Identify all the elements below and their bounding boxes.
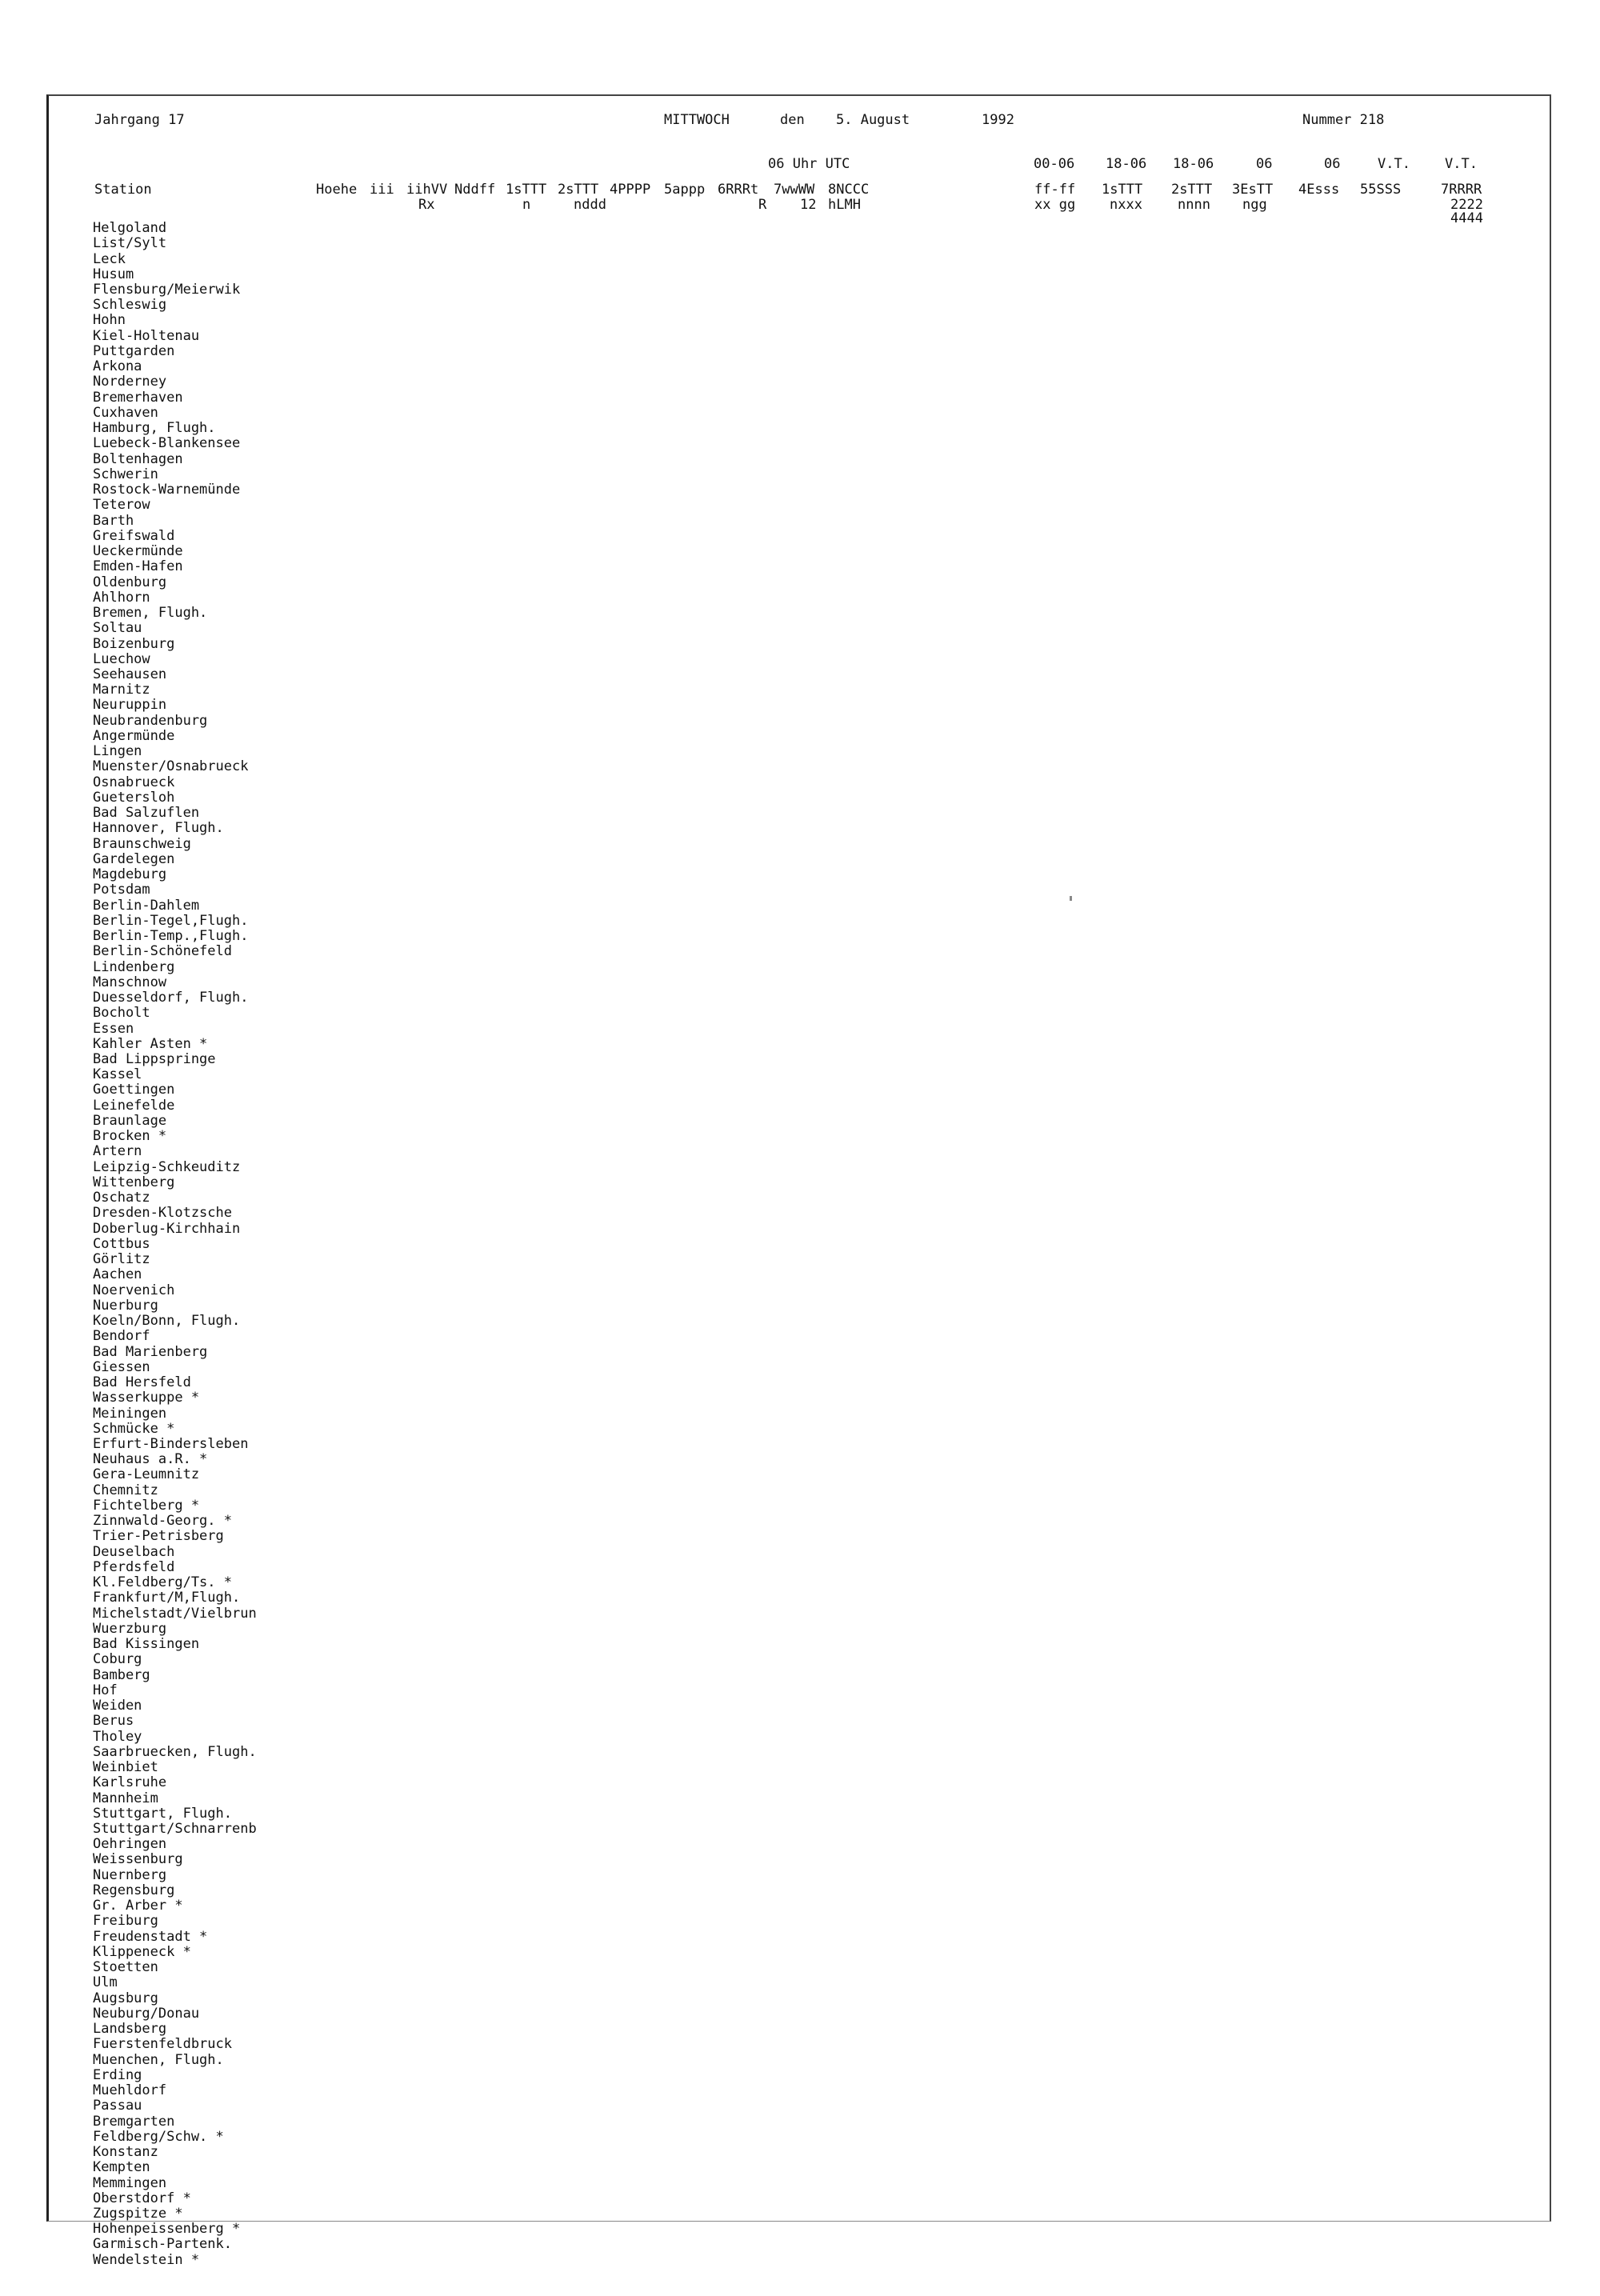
station-name: Arkona — [93, 358, 142, 375]
col-2sttt: 2sTTT — [558, 182, 599, 198]
station-name: Gera-Leumnitz — [93, 1466, 200, 1483]
col-6rrrt: 6RRRt — [718, 182, 759, 198]
sub-r: R — [758, 197, 767, 213]
col-esss: 4Esss — [1298, 182, 1340, 198]
station-name: Greifswald — [93, 527, 175, 544]
station-name: Bad Hersfeld — [93, 1374, 191, 1390]
vt-label-2: V.T. — [1445, 156, 1478, 172]
station-name: Fuerstenfeldbruck — [93, 2036, 232, 2053]
station-name: Bremerhaven — [93, 389, 183, 406]
col-8nccc: 8NCCC — [828, 182, 870, 198]
station-name: Neuhaus a.R. * — [93, 1451, 208, 1468]
station-name: Zinnwald-Georg. * — [93, 1513, 232, 1530]
station-name: Stuttgart, Flugh. — [93, 1805, 232, 1822]
station-name: Doberlug-Kirchhain — [93, 1220, 241, 1237]
station-name: Frankfurt/M,Flugh. — [93, 1590, 241, 1606]
vt-label-1: V.T. — [1378, 156, 1410, 172]
station-name: Ahlhorn — [93, 589, 150, 606]
station-name: Erding — [93, 2066, 142, 2083]
col-iii: iii — [370, 182, 394, 198]
station-name: Muenchen, Flugh. — [93, 2051, 224, 2068]
station-name: Cuxhaven — [93, 404, 158, 421]
col-4pppp: 4PPPP — [610, 182, 651, 198]
station-name: Bendorf — [93, 1328, 150, 1345]
station-name: Bad Kissingen — [93, 1636, 200, 1653]
station-name: Oberstdorf * — [93, 2190, 191, 2206]
station-name: Berlin-Schönefeld — [93, 943, 232, 960]
station-name: Görlitz — [93, 1251, 150, 1268]
station-name: Weissenburg — [93, 1851, 183, 1868]
station-name: Memmingen — [93, 2174, 167, 2191]
sub-4444: 4444 — [1450, 210, 1483, 226]
station-name: Braunlage — [93, 1112, 167, 1129]
station-name: Manschnow — [93, 974, 167, 990]
station-name: Oschatz — [93, 1190, 150, 1206]
station-name: Augsburg — [93, 1990, 158, 2006]
station-name: Wittenberg — [93, 1174, 175, 1190]
time-18-06-a: 18-06 — [1106, 156, 1147, 172]
volume-label: Jahrgang 17 — [94, 112, 185, 128]
station-name: Angermünde — [93, 727, 175, 744]
station-name: Fichtelberg * — [93, 1497, 200, 1514]
station-name: List/Sylt — [93, 235, 167, 252]
station-name: Boizenburg — [93, 635, 175, 652]
station-name: Weinbiet — [93, 1759, 158, 1775]
station-name: Berlin-Dahlem — [93, 897, 200, 914]
station-name: Meiningen — [93, 1405, 167, 1422]
station-name: Hof — [93, 1682, 118, 1698]
station-name: Emden-Hafen — [93, 558, 183, 575]
station-name: Noervenich — [93, 1282, 175, 1298]
time-06-b: 06 — [1324, 156, 1341, 172]
date-label: 5. August — [836, 112, 910, 128]
station-name: Mannheim — [93, 1790, 158, 1806]
station-name: Ulm — [93, 1974, 118, 1991]
station-name: Luechow — [93, 650, 150, 667]
station-name: Marnitz — [93, 682, 150, 698]
time-18-06-b: 18-06 — [1173, 156, 1214, 172]
station-name: Saarbruecken, Flugh. — [93, 1743, 257, 1760]
station-name: Regensburg — [93, 1882, 175, 1898]
station-name: Berus — [93, 1713, 134, 1730]
station-name: Goettingen — [93, 1082, 175, 1098]
station-name: Artern — [93, 1143, 142, 1160]
col-hoehe: Hoehe — [316, 182, 358, 198]
station-name: Deuselbach — [93, 1543, 175, 1560]
station-name: Osnabrueck — [93, 774, 175, 790]
station-name: Freiburg — [93, 1913, 158, 1930]
station-name: Leinefelde — [93, 1097, 175, 1114]
date-prefix: den — [780, 112, 805, 128]
station-name: Neuruppin — [93, 697, 167, 714]
col-ffff: ff-ff — [1034, 182, 1076, 198]
station-name: Bremen, Flugh. — [93, 605, 208, 621]
station-name: Aachen — [93, 1266, 142, 1283]
station-name: Hohn — [93, 312, 126, 329]
station-name: Coburg — [93, 1651, 142, 1668]
col-nddff: Nddff — [454, 182, 496, 198]
sub-ngg: ngg — [1242, 197, 1267, 213]
sub-hlmh: hLMH — [828, 197, 861, 213]
station-name: Cottbus — [93, 1235, 150, 1252]
col-tmin: 1sTTT — [1102, 182, 1143, 198]
station-name: Trier-Petrisberg — [93, 1528, 224, 1545]
station-name: Seehausen — [93, 666, 167, 682]
station-name: Teterow — [93, 497, 150, 514]
station-name: Rostock-Warnemünde — [93, 482, 241, 498]
time-06-utc: 06 Uhr UTC — [768, 156, 850, 172]
station-name: Oldenburg — [93, 574, 167, 590]
station-name: Soltau — [93, 620, 142, 637]
station-name: Puttgarden — [93, 342, 175, 359]
station-name: Nuerburg — [93, 1297, 158, 1314]
station-name: Husum — [93, 266, 134, 282]
station-name: Schwerin — [93, 466, 158, 482]
col-7wwww: 7wwWW — [774, 182, 815, 198]
station-name: Landsberg — [93, 2021, 167, 2038]
col-iihvv: iihVV — [406, 182, 448, 198]
sub-2222: 2222 — [1450, 197, 1483, 213]
station-name: Bamberg — [93, 1666, 150, 1683]
station-name: Lingen — [93, 743, 142, 760]
col-estt: 3EsTT — [1232, 182, 1274, 198]
col-1sttt: 1sTTT — [506, 182, 547, 198]
station-name: Michelstadt/Vielbrun — [93, 1605, 257, 1622]
station-name: Kassel — [93, 1066, 142, 1083]
station-name: Weiden — [93, 1698, 142, 1714]
station-name: Pferdsfeld — [93, 1558, 175, 1575]
station-name: Karlsruhe — [93, 1774, 167, 1791]
station-name: Konstanz — [93, 2144, 158, 2160]
station-name: Dresden-Klotzsche — [93, 1205, 232, 1222]
station-name: Gr. Arber * — [93, 1898, 183, 1914]
station-name: Guetersloh — [93, 789, 175, 806]
col-7rrrr: 7RRRR — [1441, 182, 1482, 198]
sub-nnnn: nnnn — [1178, 197, 1210, 213]
station-name: Hamburg, Flugh. — [93, 420, 216, 437]
sub-n: n — [522, 197, 531, 213]
margin-mark — [1070, 896, 1072, 901]
station-name: Garmisch-Partenk. — [93, 2236, 232, 2253]
station-name: Braunschweig — [93, 835, 191, 852]
station-name: Bad Lippspringe — [93, 1051, 216, 1067]
station-name: Leck — [93, 250, 126, 267]
station-name: Wasserkuppe * — [93, 1390, 200, 1406]
sub-12: 12 — [800, 197, 817, 213]
station-name: Klippeneck * — [93, 1943, 191, 1960]
station-name: Stoetten — [93, 1959, 158, 1976]
station-name: Neuburg/Donau — [93, 2005, 200, 2022]
station-name: Stuttgart/Schnarrenb — [93, 1821, 257, 1837]
time-06-a: 06 — [1256, 156, 1273, 172]
station-name: Bad Marienberg — [93, 1343, 208, 1360]
sub-rx: Rx — [418, 197, 435, 213]
station-name: Chemnitz — [93, 1482, 158, 1498]
col-tmax: 2sTTT — [1171, 182, 1213, 198]
sub-nddd: nddd — [574, 197, 606, 213]
station-name: Schleswig — [93, 297, 167, 314]
station-name: Barth — [93, 512, 134, 529]
station-name: Hohenpeissenberg * — [93, 2221, 241, 2238]
station-name: Muehldorf — [93, 2082, 167, 2098]
time-00-06: 00-06 — [1034, 156, 1075, 172]
station-name: Oehringen — [93, 1836, 167, 1853]
station-name: Feldberg/Schw. * — [93, 2128, 224, 2145]
station-name: Lindenberg — [93, 958, 175, 975]
weekday-label: MITTWOCH — [664, 112, 730, 128]
col-station: Station — [94, 182, 152, 198]
station-name: Berlin-Tegel,Flugh. — [93, 912, 249, 929]
station-name: Neubrandenburg — [93, 712, 208, 729]
station-name: Freudenstadt * — [93, 1928, 208, 1945]
station-name: Flensburg/Meierwik — [93, 282, 241, 298]
year-label: 1992 — [982, 112, 1014, 128]
station-name: Koeln/Bonn, Flugh. — [93, 1313, 241, 1329]
station-name: Kiel-Holtenau — [93, 327, 200, 344]
station-name: Leipzig-Schkeuditz — [93, 1158, 241, 1175]
station-name: Magdeburg — [93, 866, 167, 883]
station-name: Passau — [93, 2098, 142, 2114]
station-name: Norderney — [93, 374, 167, 390]
station-name: Kl.Feldberg/Ts. * — [93, 1574, 232, 1591]
station-name: Bocholt — [93, 1005, 150, 1022]
station-name: Giessen — [93, 1358, 150, 1375]
station-name: Erfurt-Bindersleben — [93, 1436, 249, 1452]
station-name: Berlin-Temp.,Flugh. — [93, 928, 249, 944]
station-name: Wuerzburg — [93, 1620, 167, 1637]
station-name: Muenster/Osnabrueck — [93, 758, 249, 775]
sub-nxxx: nxxx — [1110, 197, 1142, 213]
station-name: Boltenhagen — [93, 450, 183, 467]
station-name: Gardelegen — [93, 850, 175, 867]
station-name: Bad Salzuflen — [93, 805, 200, 822]
issue-number: Nummer 218 — [1302, 112, 1385, 128]
station-name: Potsdam — [93, 882, 150, 898]
station-name: Bremgarten — [93, 2113, 175, 2130]
station-name: Nuernberg — [93, 1866, 167, 1883]
col-55sss: 55SSS — [1360, 182, 1402, 198]
col-5appp: 5appp — [664, 182, 706, 198]
station-name: Tholey — [93, 1728, 142, 1745]
station-name: Brocken * — [93, 1128, 167, 1145]
station-name: Duesseldorf, Flugh. — [93, 990, 249, 1006]
page-frame — [46, 94, 1551, 2222]
sub-xxgg: xx gg — [1034, 197, 1076, 213]
station-name: Kempten — [93, 2159, 150, 2176]
station-name: Wendelstein * — [93, 2251, 200, 2268]
station-name: Ueckermünde — [93, 543, 183, 559]
station-name: Helgoland — [93, 220, 167, 236]
station-name: Schmücke * — [93, 1420, 175, 1437]
station-name: Hannover, Flugh. — [93, 820, 224, 837]
station-name: Zugspitze * — [93, 2206, 183, 2222]
station-name: Essen — [93, 1020, 134, 1037]
station-name: Kahler Asten * — [93, 1035, 208, 1052]
station-name: Luebeck-Blankensee — [93, 435, 241, 452]
